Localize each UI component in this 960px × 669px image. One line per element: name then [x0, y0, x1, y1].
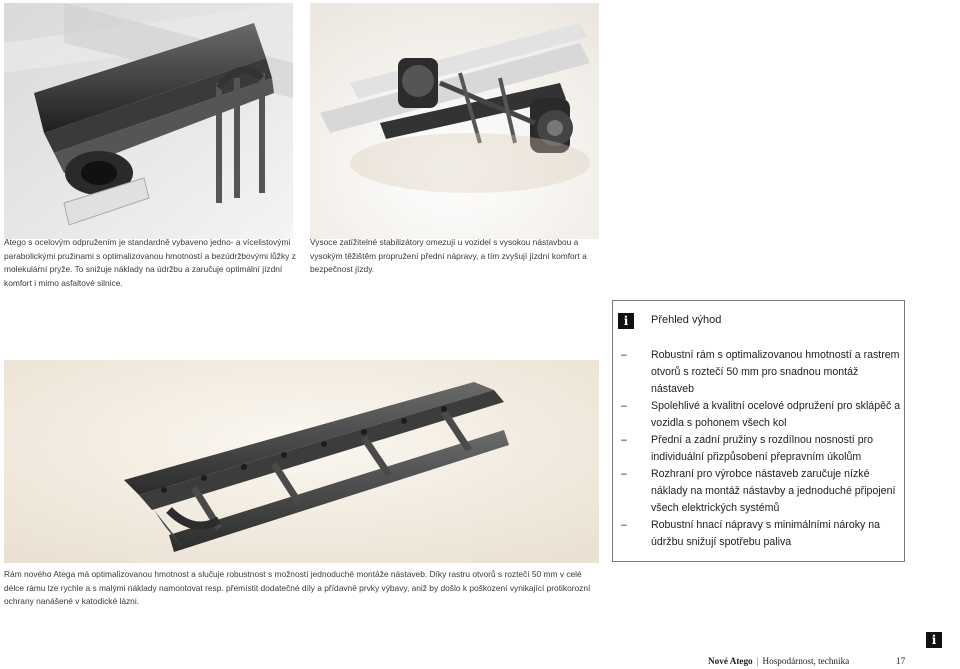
footer-separator: | [756, 656, 759, 666]
bullet-dash: – [621, 349, 627, 361]
axle-stabilizer-photo [310, 3, 599, 239]
list-item [621, 398, 903, 432]
chassis-frame-photo [4, 360, 599, 563]
list-item-text: Robustní rám s optimalizovanou hmotností a rastrem otvorů s roztečí 50 mm pro snadnou montáž nástaveb [651, 349, 900, 395]
page-footer [708, 656, 906, 666]
list-item-text: Přední a zadní pružiny s rozdílnou nosností pro individuální přizpůsobení přepravním úkolům [651, 434, 874, 463]
stabilizer-caption: Vysoce zatížitelné stabilizátory omezují u vozidel s vysokou nástavbou a vysokým těžištěm propružení přední nápravy, a tím zvyšují jízdní komfort a bezpečnost jízdy. [310, 237, 587, 275]
bullet-dash: – [621, 519, 627, 531]
leaf-spring-photo [4, 3, 293, 239]
frame-caption: Rám nového Atega má optimalizovanou hmotnost a slučuje robustnost s možností jednoduché montáže nástaveb. Díky rastru otvorů s roztečí 50 mm v celé délce rámu lze rychle a s malými náklady namontovat resp. přemístit dodatečné díly a přídavné prvky výbavy, aniž by došlo k poškození vynikající protikorozní ochrany nanášené v katodické lázni. [4, 569, 591, 607]
axle-illustration [310, 3, 599, 239]
list-item-text: Spolehlivé a kvalitní ocelové odpružení pro sklápěč a vozidla s pohonem všech kol [651, 400, 901, 429]
bullet-dash: – [621, 434, 627, 446]
bullet-dash: – [621, 468, 627, 480]
benefits-title: Přehled výhod [651, 314, 722, 326]
list-item [621, 347, 903, 398]
list-item [621, 517, 903, 551]
info-icon: i [926, 632, 942, 648]
list-item-text: Robustní hnací nápravy s minimálními nároky na údržbu snižují spotřebu paliva [651, 519, 881, 548]
chassis-frame-illustration [4, 360, 599, 563]
info-icon: i [618, 313, 634, 329]
list-item-text: Rozhraní pro výrobce nástaveb zaručuje nízké náklady na montáž nástavby a jednoduché připojení všech elektrických systémů [651, 468, 896, 514]
footer-section: Hospodárnost, technika [762, 656, 850, 666]
footer-brand: Nové Atego [708, 656, 753, 666]
benefits-list [621, 347, 903, 551]
list-item [621, 432, 903, 466]
leaf-spring-caption: Atego s ocelovým odpružením je standardně vybaveno jedno- a vícelistovými parabolickými pružinami s optimalizovanou hmotností a bezúdržbovými lůžky z molekulární pryže. To snižuje náklady na údržbu a zaručuje optimální jízdní komfort i mimo asfaltové silnice. [4, 237, 296, 288]
benefits-overview-box [612, 300, 905, 562]
page-number: 17 [896, 656, 906, 666]
leaf-spring-illustration [4, 3, 293, 239]
list-item [621, 466, 903, 517]
bullet-dash: – [621, 400, 627, 412]
